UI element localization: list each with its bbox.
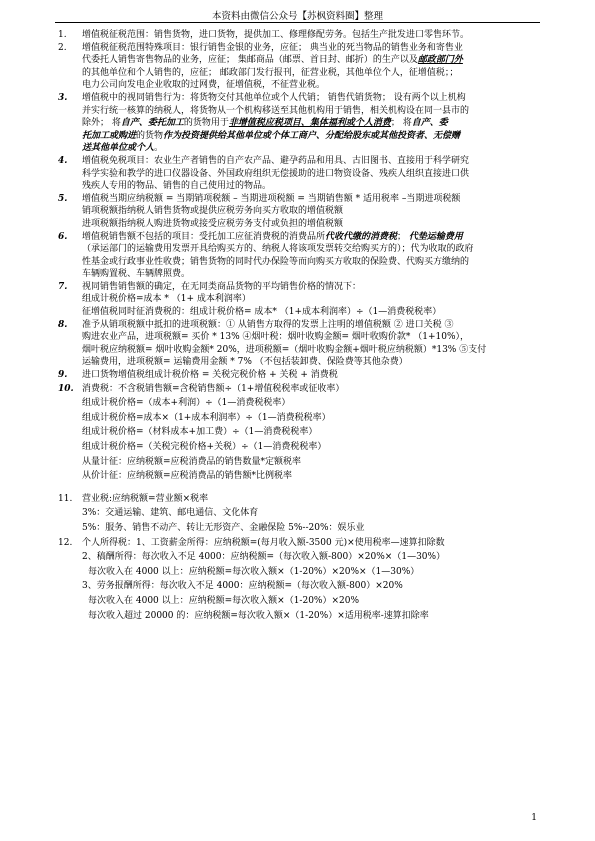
list-item: 5. 增值税当期应纳税额 = 当期销项税额 – 当期进项税额 = 当期销售额 * 适用税率 –当期进项税额 销项税额指纳税人销售货物或提供应税劳务向买方收取的增值税额 进项税额指纳税人购进货物或接受应税劳务支付或负担的增值税额 xyxy=(58,193,461,229)
page-number: 1 xyxy=(531,813,537,823)
list-item: 8. 准予从销项税额中抵扣的进项税额：① 从销售方取得的发票上注明的增值税额 ② 进口关税 ③ 购进农业产品，进项税额= 买价 * 13% ④烟叶税：烟叶收购金额= 烟叶收购价款* （1+10%）， 烟叶税应纳税额= 烟叶收购金额* 20%，进项税额=（烟叶收购金额+烟叶税应纳税额）*13% ⑤支付 运输费用，进项税额= 运输费用金额 * 7% （不包括装卸费、保险费等其他杂费） xyxy=(58,319,487,368)
list-item: 9. 进口货物增值税组成计税价格 = 关税完税价格 + 关税 + 消费税 xyxy=(58,370,338,381)
list-item: 4. 增值税免税项目：农业生产者销售的自产农产品、避孕药品和用具、古旧图书、直接用于科学研究 科学实验和教学的进口仪器设备、外国政府组织无偿援助的进口物资设备、残疾人组织直接进口供 残疾人专用的物品、销售的自己使用过的物品。 xyxy=(58,155,470,192)
list-item: 12. 个人所得税：1、工资薪金所得：应纳税额=(每月收入额-3500 元)×使用税率—速算扣除数 2、稿酬所得：每次收入不足 4000：应纳税额=（每次收入额-800）×20%×（1—30%） 每次收入在 4000 以上：应纳税额=每次收入额×（1-20%）×20%×（1—30%） 3、劳务报酬所得：每次收入不足 4000：应纳税额=（每次收入额-800）×20% 每次收入在 4000 以上：应纳税额=每次收入额×（1-20%）×20% 每次收入超过 20000 的：应纳税额=每次收入额×（1-20%）×适用税率-速算扣除率 xyxy=(58,537,446,621)
list-item: 1. 增值税征税范围：销售货物，进口货物，提供加工、修理修配劳务。包括生产批发进口零售环节。 xyxy=(58,30,470,40)
header-rule xyxy=(55,22,540,23)
list-item: 6. 增值税销售额不包括的项目：受托加工应征消费税的消费品所代收代缴的消费税； 代垫运输费用 （承运部门的运输费用发票开具给购买方的、纳税人将该项发票转交给购买方的）；代为收取的政府 性基金或行政事业性收费；销售货物的同时代办保险等而向购买方收取的保险费、代购买方缴纳的 车辆购置税、车辆牌照费。 xyxy=(58,231,474,280)
list-item: 7. 视同销售销售额的确定，在无同类商品货物的平均销售价格的情况下： 组成计税价格=成本 * （1+ 成本利润率） 征增值税同时征消费税的：组成计税价格= 成本* （1+成本利润率）÷（1—消费税税率） xyxy=(58,281,442,318)
list-item: 11. 营业税:应纳税额=营业额×税率 3%：交通运输、建筑、邮电通信、文化体育 5%：服务、销售不动产、转让无形资产、金融保险 5%--20%：娱乐业 xyxy=(58,493,365,533)
list-item: 3. 增值税中的视同销售行为：将货物交付其他单位或个人代销； 销售代销货物； 设有两个以上机构 并实行统一核算的纳税人，将货物从一个机构移送至其他机构用于销售，相关机构设在同一县市的 除外； 将自产、委托加工的货物用于非增值税应税项目、集体福利或个人消费； 将自产、委 托加工或购进的货物作为投资提供给其他单位或个体工商户、分配给股东或其他投资者、无偿赠 送其他单位或个人。 xyxy=(58,92,470,154)
list-item: 10. 消费税：不含税销售额=含税销售额÷（1+增值税税率或征收率） 组成计税价格=（成本+利润）÷（1—消费税税率） 组成计税价格=成本×（1+成本利润率）÷（1—消费税税率） 组成计税价格=（材料成本+加工费）÷（1—消费税税率） 组成计税价格=（关税完税价格+关税）÷（1—消费税税率） 从量计征：应纳税额=应税消费品的销售数量*定额税率 从价计征：应纳税额=应税消费品的销售额*比例税率 xyxy=(58,383,345,482)
document-body xyxy=(58,29,546,623)
list-item: 2. 增值税征税范围特殊项目：银行销售金银的业务，应征； 典当业的死当物品的销售业务和寄售业 代委托人销售寄售物品的业务，应征； 集邮商品（邮票、首日封、邮折）的生产以及邮政部门外 的其他单位和个人销售的，应征； 邮政部门发行报刊，征营业税，其他单位个人，征增值税；； 电力公司向发电企业收取的过网费，征增值税，不征营业税。 xyxy=(58,42,463,91)
page-header: 本资料由微信公众号【苏枫资料圈】整理 xyxy=(211,11,383,22)
